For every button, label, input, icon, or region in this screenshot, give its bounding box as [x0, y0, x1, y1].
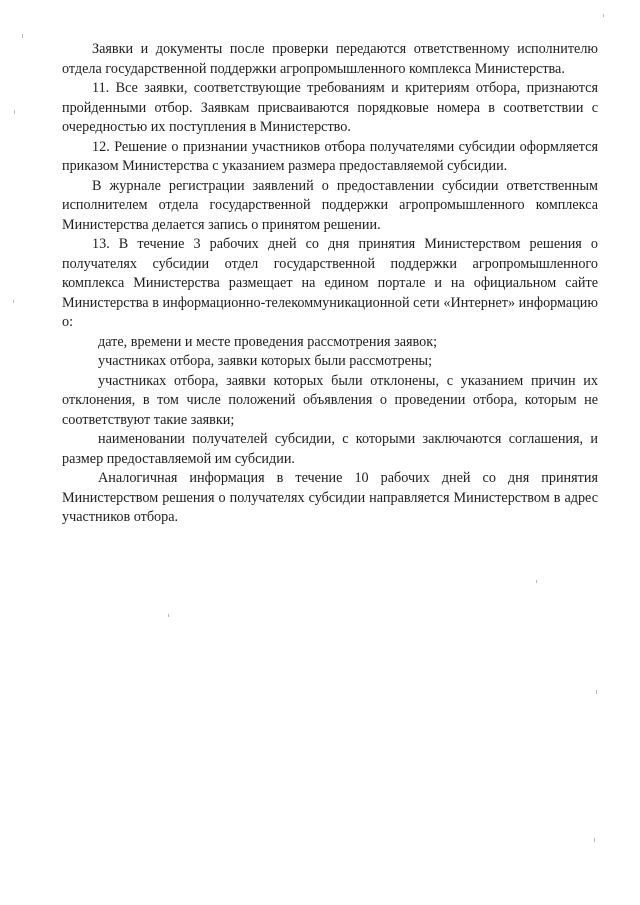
scan-speck [603, 14, 604, 17]
list-item-recipients: наименовании получателей субсидии, с которыми заключаются соглашения, и размер предоставляемой им субсидии. [62, 431, 598, 467]
scan-speck [14, 110, 15, 114]
scan-speck [596, 690, 597, 694]
scan-speck [536, 580, 537, 583]
list-item-rejected-participants: участниках отбора, заявки которых были отклонены, с указанием причин их отклонения, в том числе положений объявления о проведении отбора, которым не соответствуют такие заявки; [62, 372, 598, 428]
paragraph-item-12: 12. Решение о признании участников отбора получателями субсидии оформляется приказом Министерства с указанием размера предоставляемой субсидии. [62, 138, 598, 174]
scan-speck [168, 614, 169, 617]
scan-speck [13, 300, 14, 303]
scan-speck [22, 34, 23, 38]
paragraph-documents-transfer: Заявки и документы после проверки передаются ответственному исполнителю отдела государственной поддержки агропромышленного комплекса Министерства. [62, 41, 598, 77]
paragraph-item-13: 13. В течение 3 рабочих дней со дня принятия Министерством решения о получателях субсидии отдел государственной поддержки агропромышленного комплекса Министерства размещает на едином портале и на официальном сайте Министерства в информационно-телекоммуникационной сети «Интернет» информацию о: [62, 236, 598, 330]
list-item-reviewed-participants: участниках отбора, заявки которых были рассмотрены; [98, 353, 433, 369]
paragraph-similar-information: Аналогичная информация в течение 10 рабочих дней со дня принятия Министерством решения о получателях субсидии направляется Министерством в адрес участников отбора. [62, 470, 598, 525]
paragraph-item-11: 11. Все заявки, соответствующие требованиям и критериям отбора, признаются пройденными отбор. Заявкам присваиваются порядковые номера в соответствии с очередностью их поступления в Министерство. [62, 80, 598, 135]
scan-speck [594, 838, 595, 842]
list-item-date-time-place: дате, времени и месте проведения рассмотрения заявок; [98, 333, 438, 350]
paragraph-journal-record: В журнале регистрации заявлений о предоставлении субсидии ответственным исполнителем отдела государственной поддержки агропромышленного комплекса Министерства делается запись о принятом решении. [62, 177, 598, 233]
document-body [62, 40, 598, 528]
